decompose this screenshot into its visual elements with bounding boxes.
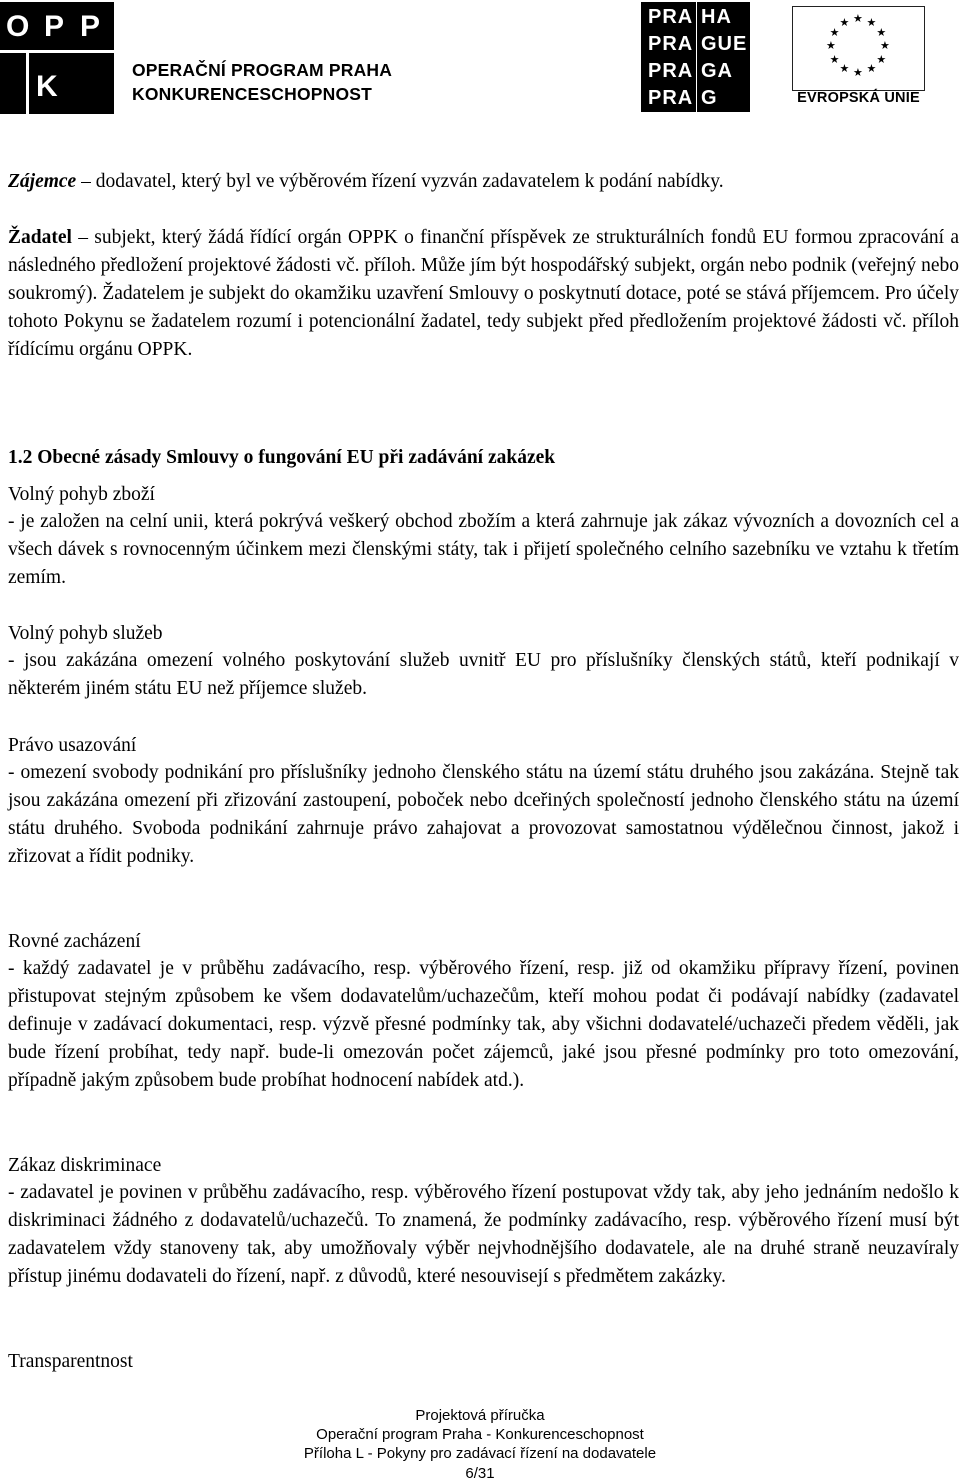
eu-star-icon: ★ bbox=[829, 53, 840, 66]
oppk-letter-p2: P bbox=[80, 10, 101, 43]
eu-star-icon: ★ bbox=[853, 13, 863, 25]
praha-logo bbox=[641, 2, 750, 112]
praha-logo-right: HA bbox=[701, 6, 732, 28]
eu-star-icon: ★ bbox=[839, 16, 850, 29]
eu-star-icon: ★ bbox=[866, 63, 877, 76]
definition-zajemce bbox=[8, 168, 959, 196]
praha-logo-left: PRA bbox=[648, 6, 694, 28]
eu-label: EVROPSKÁ UNIE bbox=[797, 90, 920, 106]
definition-text: – subjekt, který žádá řídící orgán OPPK o finanční příspěvek ze strukturálních fondů EU formou zpracování a následného předložení projektové žádosti vč. příloh. Může jím být hospodářský subjekt, orgán nebo podnik (veřejný nebo soukromý). Žadatelem je subjekt do okamžiku uzavření Smlouvy o poskytnutí dotace, poté se stává příjemcem. Pro účely tohoto Pokynu se žadatelem rozumí i potencionální žadatel, tedy subjekt před předložením projektové žádosti vč. příloh řídícímu orgánu OPPK. bbox=[8, 227, 959, 360]
oppk-logo-divider-v bbox=[26, 50, 29, 114]
praha-logo-row bbox=[641, 4, 750, 31]
oppk-letter-p1: P bbox=[44, 10, 65, 43]
praha-logo-right: GUE bbox=[701, 33, 748, 55]
section-heading: Volný pohyb zboží bbox=[8, 484, 155, 505]
praha-logo-left: PRA bbox=[648, 33, 694, 55]
praha-logo-left: PRA bbox=[648, 87, 694, 109]
definition-zadatel bbox=[8, 224, 959, 364]
praha-logo-row bbox=[641, 58, 750, 85]
section-heading: Volný pohyb služeb bbox=[8, 623, 163, 644]
section-heading: Rovné zacházení bbox=[8, 931, 141, 952]
footer-line-3: Příloha L - Pokyny pro zadávací řízení na dodavatele bbox=[303, 1445, 657, 1462]
section-heading: Zákaz diskriminace bbox=[8, 1155, 162, 1176]
oppk-letter-o: O bbox=[6, 10, 30, 43]
section-text: - omezení svobody podnikání pro příslušníky jednoho členského státu na území státu druhého jsou zakázána. Stejně tak jsou zakázána omezení při zřizování zastoupení, poboček nebo dceřiných společností jednoho členského státu na území státu druhého. Svoboda podnikání zahrnuje právo zahajovat a provozovat samostatnou výdělečnou činnost, jakož i zřizovat a řídit podniky. bbox=[8, 762, 959, 867]
eu-flag-icon bbox=[792, 6, 925, 91]
eu-star-icon: ★ bbox=[826, 40, 836, 52]
oppk-title-line-2: KONKURENCESCHOPNOST bbox=[132, 84, 373, 104]
praha-logo-left: PRA bbox=[648, 60, 694, 82]
eu-star-icon: ★ bbox=[876, 26, 887, 39]
term-zajemce: Zájemce bbox=[8, 171, 77, 192]
section-text: - jsou zakázána omezení volného poskytování služeb uvnitř EU pro příslušníky členských států, kteří podnikají v některém jiném státu EU než příjemce služeb. bbox=[8, 650, 959, 699]
oppk-logo-divider-h bbox=[0, 50, 114, 53]
page-number: 6/31 bbox=[465, 1465, 495, 1482]
eu-star-icon: ★ bbox=[853, 67, 863, 79]
section-text: - zadavatel je povinen v průběhu zadávacího, resp. výběrového řízení postupovat vždy tak, aby jeho jednáním nedošlo k diskriminaci žádného z dodavatelů/uchazečů. To znamená, že podmínky zadávacího, resp. výběrového řízení musí být zadavatelem vždy stanoveny tak, aby umožňovaly výběr nejvhodnějšího dodavatele, ale na druhé straně neuzavíraly přístup jinému dodavateli do řízení, např. z důvodů, které nesouvisejí s předmětem zakázky. bbox=[8, 1182, 959, 1287]
eu-star-icon: ★ bbox=[880, 40, 890, 52]
praha-logo-right: GA bbox=[701, 60, 733, 82]
eu-star-icon: ★ bbox=[866, 16, 877, 29]
eu-star-icon: ★ bbox=[876, 53, 887, 66]
eu-star-icon: ★ bbox=[829, 26, 840, 39]
praha-logo-row bbox=[641, 31, 750, 58]
oppk-title-line-1: OPERAČNÍ PROGRAM PRAHA bbox=[132, 60, 393, 80]
praha-logo-row bbox=[641, 85, 750, 112]
definition-text: – dodavatel, který byl ve výběrovém řízení vyzván zadavatelem k podání nabídky. bbox=[76, 171, 724, 192]
oppk-logo-mark bbox=[0, 2, 114, 114]
footer-line-1: Projektová příručka bbox=[415, 1407, 545, 1424]
section-title: 1.2 Obecné zásady Smlouvy o fungování EU při zadávání zakázek bbox=[8, 447, 556, 468]
section-heading: Transparentnost bbox=[8, 1351, 133, 1372]
term-zadatel: Žadatel bbox=[8, 227, 72, 248]
oppk-letter-k: K bbox=[36, 70, 58, 103]
eu-star-icon: ★ bbox=[839, 63, 850, 76]
section-text: - každý zadavatel je v průběhu zadávacího, resp. výběrového řízení, resp. již od okamžiku přípravy řízení, povinen přistupovat stejným způsobem ke všem dodavatelům/uchazečům, kteří mohou podat či podávají nabídky (zadavatel definuje v zadávací dokumentaci, resp. výzvě přesné podmínky tak, aby všichni dodavatelé/uchazeči předem věděli, jak bude řízení probíhat, tedy např. bude-li omezován počet zájemců, jaké jsou přesné podmínky pro toto omezování, případně jakým způsobem bude probíhat hodnocení nabídek atd.). bbox=[8, 958, 959, 1091]
section-text: - je založen na celní unii, která pokrývá veškerý obchod zbožím a která zahrnuje jak zákaz vývozních a dovozních cel a všech dávek s rovnocenným účinkem mezi členskými státy, tak i přijetí společného celního sazebníku ve vztahu k třetím zemím. bbox=[8, 511, 959, 588]
praha-logo-right: G bbox=[701, 87, 718, 109]
section-heading: Právo usazování bbox=[8, 735, 137, 756]
footer-line-2: Operační program Praha - Konkurenceschopnost bbox=[316, 1426, 644, 1443]
